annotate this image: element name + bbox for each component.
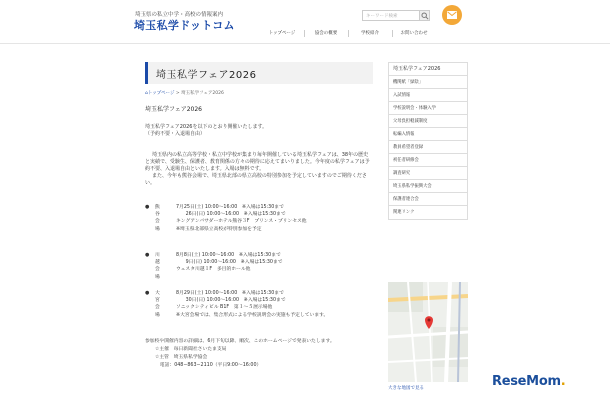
watermark-text: ReseMom <box>492 374 561 389</box>
manager-line: ☆主管 埼玉県私学協会 <box>155 355 208 360</box>
sidebar-item-open-school[interactable]: 学校説明会・体験入学 <box>389 102 467 115</box>
sidebar-item-promotion-convention[interactable]: 埼玉県私学振興大会 <box>389 180 467 193</box>
venue-detail-line: 30日(日) 10:00〜16:00 ※入場は15:30まで <box>176 298 286 304</box>
sidebar-item-tuition-support[interactable]: 父母負担軽減制度 <box>389 115 467 128</box>
info-line: 参加校や開催内容の詳細は、6月下旬以降、順次、このホームページで発表いたします。 <box>145 339 335 344</box>
map-image <box>388 282 468 382</box>
phone-line: 電話：048−863−2110（平日9:00〜16:00） <box>155 363 262 368</box>
sidebar-item-exam-info[interactable]: 入試情報 <box>389 89 467 102</box>
breadcrumb <box>145 90 224 96</box>
description-paragraph: また、今年も熊谷会場で、埼玉県北部の県立高校の特別参加を予定していますのでご期待ください。 <box>145 173 367 186</box>
description-text <box>145 152 370 187</box>
breadcrumb-current: 埼玉私学フェア2026 <box>181 91 224 96</box>
search-button[interactable] <box>420 10 430 21</box>
nav-divider <box>304 30 305 37</box>
venue-details <box>176 204 307 233</box>
bullet-icon: ● <box>145 204 150 210</box>
location-map[interactable] <box>388 282 468 382</box>
venue-detail-line: 9日(日) 10:00〜16:00 ※入場は15:30まで <box>176 260 283 266</box>
header-divider <box>0 43 610 44</box>
sidebar-item-links[interactable]: 関連リンク <box>393 210 415 215</box>
watermark-dot: . <box>560 374 566 389</box>
resemom-watermark <box>492 374 565 389</box>
contact-mail-button[interactable] <box>442 5 462 25</box>
main-nav <box>262 30 475 40</box>
intro-line: （予約不要・入退場自由） <box>145 131 206 137</box>
sidebar-menu <box>388 62 468 220</box>
organizer-line: ☆主催 毎日新聞社さいたま支局 <box>155 347 227 352</box>
venue-name: 川越会場 <box>155 253 160 280</box>
page-title-bar <box>145 62 373 84</box>
mail-icon <box>447 11 457 19</box>
venue-name: 大宮会場 <box>155 291 160 318</box>
breadcrumb-home[interactable]: ⌂トップページ <box>145 91 175 96</box>
breadcrumb-separator: > <box>175 91 180 96</box>
nav-item-about[interactable]: 協会の概要 <box>314 31 338 36</box>
search-placeholder: キーワード検索 <box>366 14 398 19</box>
sidebar-item-transfer[interactable]: 転編入情報 <box>389 128 467 141</box>
venue-detail-line: 8月8日(土) 10:00〜16:00 ※入場は15:30まで <box>176 253 281 258</box>
nav-divider <box>392 30 393 37</box>
search-input[interactable] <box>362 10 420 21</box>
site-tagline: 埼玉県の私立中学・高校の情報案内 <box>135 12 224 18</box>
site-header <box>0 0 610 56</box>
sidebar-item-teacher-registration[interactable]: 教員希望者登録 <box>389 141 467 154</box>
venue-detail-line: ウェスタ川越１F 多目的ホール他 <box>176 267 251 273</box>
nav-item-schools[interactable]: 学校紹介 <box>361 31 379 36</box>
sidebar-item-parents-association[interactable]: 保護者連合会 <box>389 193 467 206</box>
venue-detail-line: ソニックシティビル B1F 第１〜５展示場他 <box>176 305 273 311</box>
intro-line: 埼玉私学フェア2026を以下のとおり開催いたします。 <box>145 124 268 130</box>
sidebar-item-ryokuin[interactable]: 機関紙「緑陰」 <box>389 76 467 89</box>
bullet-icon: ● <box>145 252 150 258</box>
intro-text <box>145 124 370 138</box>
venue-details <box>176 252 283 274</box>
venue-detail-line: 7月25日(土) 10:00〜16:00 ※入場は15:30まで <box>176 205 284 210</box>
page-heading: 埼玉私学フェア2026 <box>145 106 202 113</box>
larger-map-link[interactable]: 大きな地図で見る <box>388 386 424 391</box>
nav-divider <box>348 30 349 37</box>
sidebar-item-fair[interactable]: 埼玉私学フェア2026 <box>389 63 467 76</box>
sidebar-item-research[interactable]: 調査研究 <box>389 167 467 180</box>
venue-detail-line: 8月29日(土) 10:00〜16:00 ※入場は15:30まで <box>176 291 284 296</box>
venue-detail-line: ※大宮会場では、集合形式による学校説明会の実施も予定しています。 <box>176 312 329 318</box>
venue-detail-line: キングアンバサダーホテル熊谷３F プリンス・プリンセス他 <box>176 219 307 225</box>
page-title: 埼玉私学フェア2026 <box>156 70 257 81</box>
venue-detail-line: 26日(日) 10:00〜16:00 ※入場は15:30まで <box>176 212 286 218</box>
event-footer-info <box>145 338 335 370</box>
venue-detail-line: ※埼玉県北部県立高校が特別参加を予定 <box>176 226 262 232</box>
bullet-icon: ● <box>145 290 150 296</box>
venue-details <box>176 290 328 319</box>
site-logo[interactable]: 埼玉私学ドットコム <box>134 19 235 32</box>
search-icon <box>421 12 429 20</box>
nav-item-contact[interactable]: お問い合わせ <box>400 31 428 36</box>
nav-item-top[interactable]: トップページ <box>268 31 296 36</box>
description-paragraph: 埼玉県内の私立高等学校・私立中学校が集まり毎年開催している埼玉私学フェアは、38年の歴史と実績で、受験生、保護者、教育関係の方々の期待に応えてまいりました。今年度の私学フェアは予約不要、入退場自由といたします。入場は無料です。 <box>145 152 370 172</box>
venue-name: 熊谷会場 <box>155 205 160 232</box>
sidebar-item-new-teacher-training[interactable]: 初任者研修会 <box>389 154 467 167</box>
